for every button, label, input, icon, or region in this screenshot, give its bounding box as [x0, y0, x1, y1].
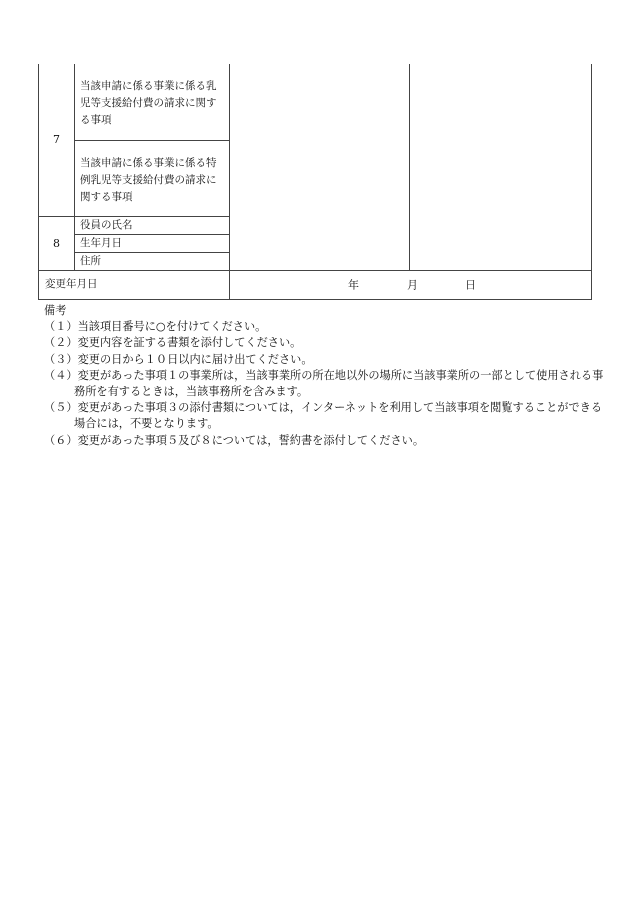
item-7a-label: 当該申請に係る事業に係る乳児等支援給付費の請求に関する事項: [75, 64, 230, 140]
officer-name-label: 役員の氏名: [75, 216, 230, 234]
remarks-section: [44, 303, 604, 449]
after-change-cell: [410, 64, 592, 270]
remark-item: （３）変更の日から１０日以内に届け出てください。: [44, 352, 313, 366]
before-change-cell: [230, 64, 410, 270]
address-label: 住所: [75, 252, 230, 270]
remark-item: （１）当該項目番号に○を付けてください。: [44, 320, 267, 334]
item-7b-label: 当該申請に係る事業に係る特例乳児等支援給付費の請求に関する事項: [75, 140, 230, 216]
remarks-heading: 備考: [44, 304, 67, 317]
birth-date-label: 生年月日: [75, 234, 230, 252]
day-label: 日: [465, 278, 476, 291]
item-number-8: 8: [39, 216, 75, 270]
change-notification-table: [38, 64, 592, 300]
remark-item: （６）変更があった事項５及び８については，誓約書を添付してください。: [44, 433, 425, 447]
year-label: 年: [348, 278, 359, 291]
change-date-label: 変更年月日: [39, 270, 230, 299]
month-label: 月: [407, 278, 418, 291]
item-number-7: 7: [39, 64, 75, 216]
remark-item: （４）変更があった事項１の事業所は，当該事業所の所在地以外の場所に当該事業所の一部として使用される事務所を有するときは，当該事務所を含みます。: [44, 368, 604, 399]
remark-item: （５）変更があった事項３の添付書類については，インターネットを利用して当該事項を閲覧することができる場合には，不要となります。: [44, 401, 603, 431]
change-date-field[interactable]: [230, 270, 592, 299]
remark-item: （２）変更内容を証する書類を添付してください。: [44, 336, 302, 350]
